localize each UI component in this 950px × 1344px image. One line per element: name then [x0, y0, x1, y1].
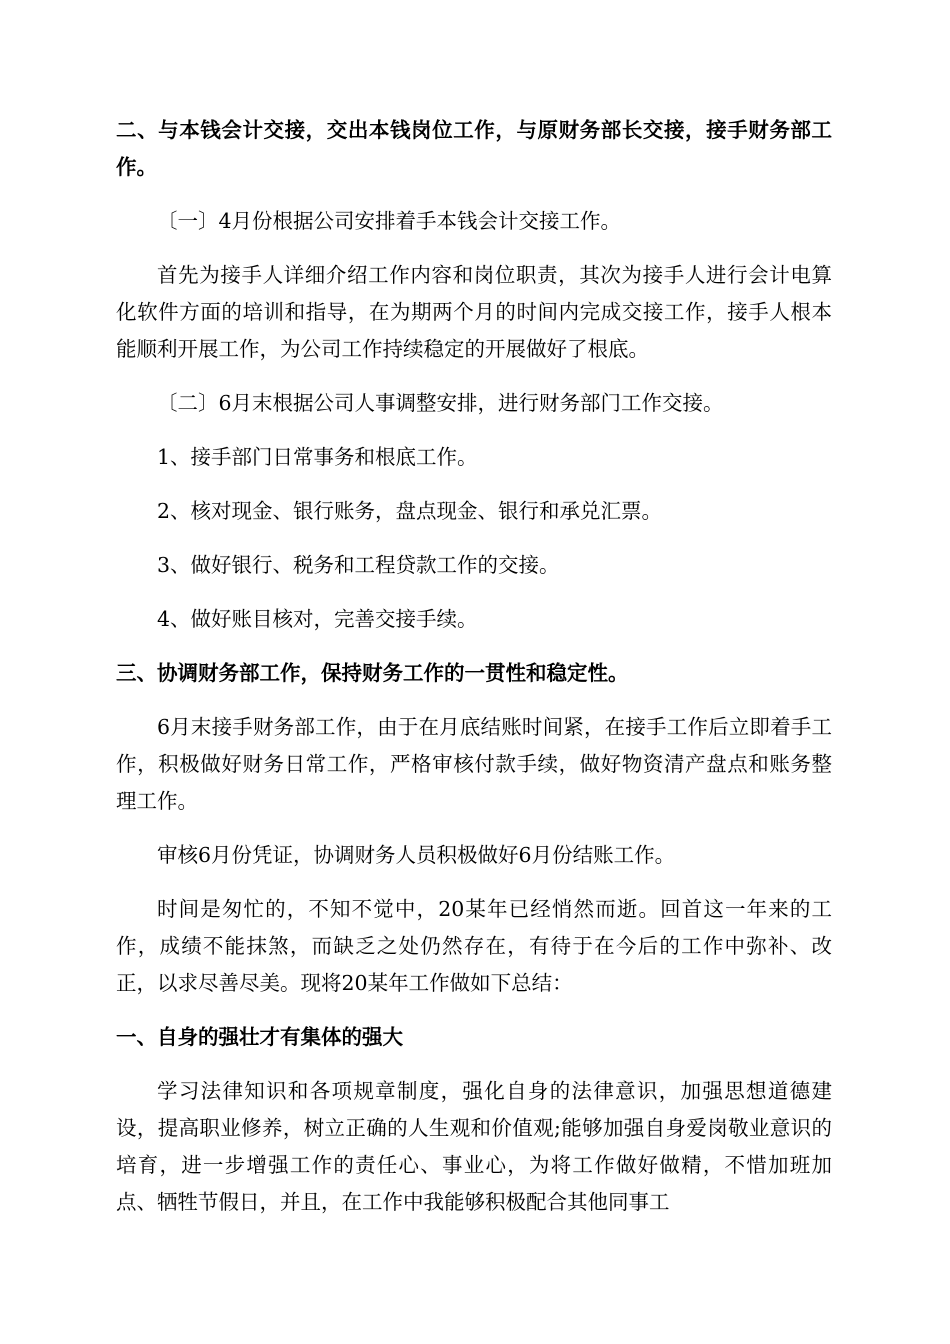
paragraph-june-audit: 审核6月份凭证，协调财务人员积极做好6月份结账工作。	[157, 843, 676, 867]
paragraph-handover-details: 首先为接手人详细介绍工作内容和岗位职责，其次为接手人进行会计电算化软件方面的培训和指导，在为期两个月的时间内完成交接工作，接手人根本能顺利开展工作，为公司工作持续稳定的开展做好了根底。	[116, 263, 832, 361]
list-item-4: 4、做好账目核对，完善交接手续。	[157, 607, 478, 631]
list-item-3: 3、做好银行、税务和工程贷款工作的交接。	[157, 553, 560, 577]
paragraph-subsection-1: 〔一〕4月份根据公司安排着手本钱会计交接工作。	[157, 209, 622, 233]
list-item-1: 1、接手部门日常事务和根底工作。	[157, 445, 478, 469]
section-heading-3: 三、协调财务部工作，保持财务工作的一贯性和稳定性。	[116, 661, 629, 685]
section-heading-2: 二、与本钱会计交接，交出本钱岗位工作，与原财务部长交接，接手财务部工作。	[116, 118, 832, 179]
paragraph-self-improvement: 学习法律知识和各项规章制度，强化自身的法律意识，加强思想道德建设，提高职业修养，树立正确的人生观和价值观;能够加强自身爱岗敬业意识的培育，进一步增强工作的责任心、事业心，为将工作做好做精，不惜加班加点、牺牲节假日，并且，在工作中我能够积极配合其他同事工	[116, 1079, 832, 1214]
section-heading-1: 一、自身的强壮才有集体的强大	[116, 1025, 403, 1049]
paragraph-year-summary: 时间是匆忙的，不知不觉中，20某年已经悄然而逝。回首这一年来的工作，成绩不能抹煞，而缺乏之处仍然存在，有待于在今后的工作中弥补、改正，以求尽善尽美。现将20某年工作做如下总结：	[116, 897, 832, 995]
paragraph-june-takeover: 6月末接手财务部工作，由于在月底结账时间紧，在接手工作后立即着手工作，积极做好财务日常工作，严格审核付款手续，做好物资清产盘点和账务整理工作。	[116, 715, 832, 813]
paragraph-subsection-2: 〔二〕6月末根据公司人事调整安排，进行财务部门工作交接。	[157, 391, 724, 415]
document-page	[116, 112, 832, 1221]
list-item-2: 2、核对现金、银行账务，盘点现金、银行和承兑汇票。	[157, 499, 663, 523]
